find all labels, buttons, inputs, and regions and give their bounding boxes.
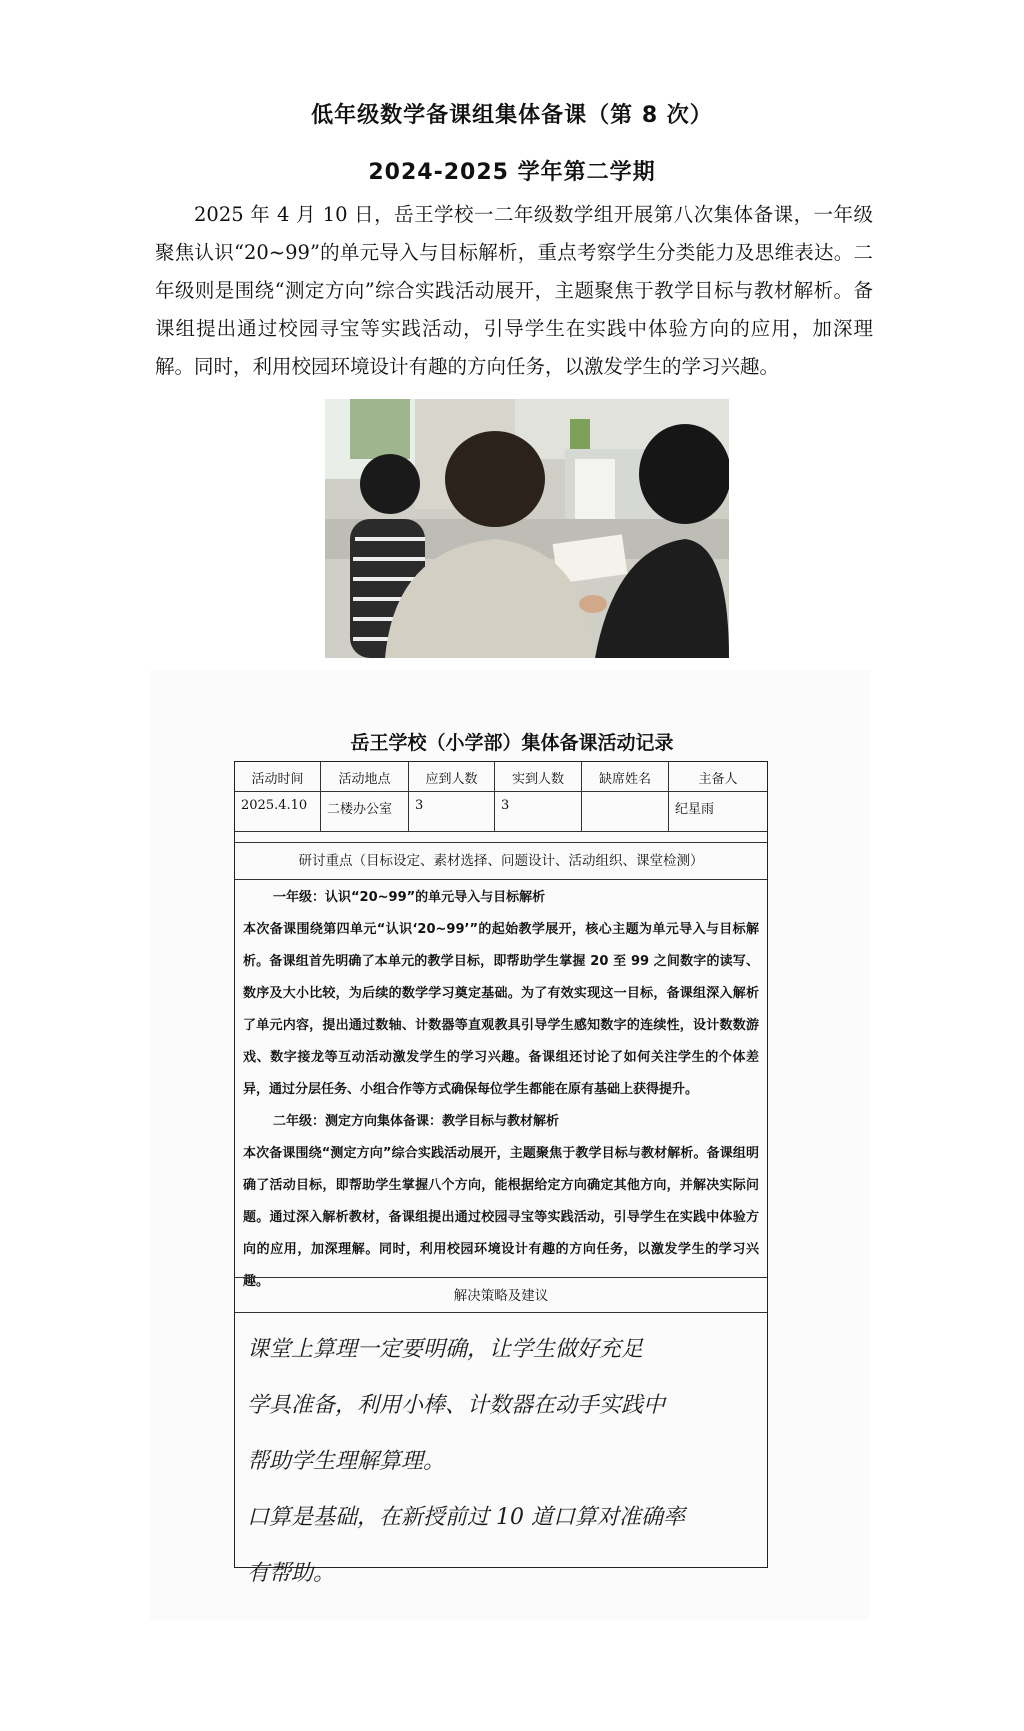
header-activity-place: 活动地点: [321, 762, 409, 791]
lesson-prep-photo: [325, 399, 729, 658]
photo-illustration: [325, 399, 729, 658]
record-value-row: [235, 792, 767, 832]
header-expected-count: 应到人数: [409, 762, 495, 791]
handwriting-line: 帮助学生理解算理。: [247, 1449, 446, 1474]
handwriting-line: 学具准备，利用小棒、计数器在动手实践中: [247, 1393, 666, 1418]
grade2-title: 二年级：测定方向集体备课：教学目标与教材解析: [273, 1114, 560, 1129]
value-lead-preparer: 纪星雨: [675, 802, 715, 817]
header-actual-count: 实到人数: [495, 762, 582, 791]
handwriting-line: 课堂上算理一定要明确，让学生做好充足: [247, 1337, 644, 1362]
intro-paragraph: 2025 年 4 月 10 日，岳王学校一二年级数学组开展第八次集体备课，一年级聚焦认识“20~99”的单元导入与目标解析，重点考察学生分类能力及思维表达。二年级则是围绕“测定方向”综合实践活动展开，主题聚焦于教学目标与教材解析。备课组提出通过校园寻宝等实践活动，引导学生在实践中体验方向的应用，加深理解。同时，利用校园环境设计有趣的方向任务，以激发学生的学习兴趣。: [155, 203, 873, 378]
value-absent-names: [582, 792, 669, 831]
handwriting-line: 口算是基础，在新授前过 10 道口算对准确率: [247, 1505, 685, 1530]
strategy-heading: 解决策略及建议: [235, 1277, 767, 1313]
grade1-body: 本次备课围绕第四单元“认识‘20~99’”的起始教学展开，核心主题为单元导入与目标解析。备课组首先明确了本单元的教学目标，即帮助学生掌握 20 至 99 之间数字的读写、数序及大小比较，为后续的数学学习奠定基础。为了有效实现这一目标，备课组深入解析了单元内容，提出通过数轴、计数器等直观教具引导学生感知数字的连续性，设计数数游戏、数字接龙等互动活动激发学生的学习兴趣。备课组还讨论了如何关注学生的个体差异，通过分层任务、小组合作等方式确保每位学生都能在原有基础上获得提升。: [243, 922, 759, 1097]
value-activity-time: 2025.4.10: [235, 792, 321, 831]
grade2-body: 本次备课围绕“测定方向”综合实践活动展开，主题聚焦于教学目标与教材解析。备课组明确了活动目标，即帮助学生掌握八个方向，能根据给定方向确定其他方向，并解决实际问题。通过深入解析教材，备课组提出通过校园寻宝等实践活动，引导学生在实践中体验方向的应用，加深理解。同时，利用校园环境设计有趣的方向任务，以激发学生的学习兴趣。: [243, 1146, 759, 1289]
focus-heading: 研讨重点（目标设定、素材选择、问题设计、活动组织、课堂检测）: [235, 842, 767, 880]
semester-subtitle: 2024-2025 学年第二学期: [368, 160, 656, 185]
record-title: 岳王学校（小学部）集体备课活动记录: [350, 732, 674, 754]
handwritten-suggestions: [247, 1322, 792, 1602]
focus-content: [243, 882, 759, 1298]
grade1-title: 一年级：认识“20~99”的单元导入与目标解析: [273, 890, 546, 905]
header-lead-preparer: 主备人: [698, 772, 738, 787]
value-actual-count: 3: [495, 792, 582, 831]
handwriting-line: 有帮助。: [247, 1561, 336, 1586]
record-header-row: [235, 762, 767, 792]
header-activity-time: 活动时间: [235, 762, 321, 791]
value-activity-place: 二楼办公室: [321, 792, 409, 831]
header-absent-names: 缺席姓名: [582, 762, 669, 791]
page-title: 低年级数学备课组集体备课（第 8 次）: [311, 103, 713, 128]
activity-record-form: [234, 761, 768, 1586]
value-expected-count: 3: [409, 792, 495, 831]
